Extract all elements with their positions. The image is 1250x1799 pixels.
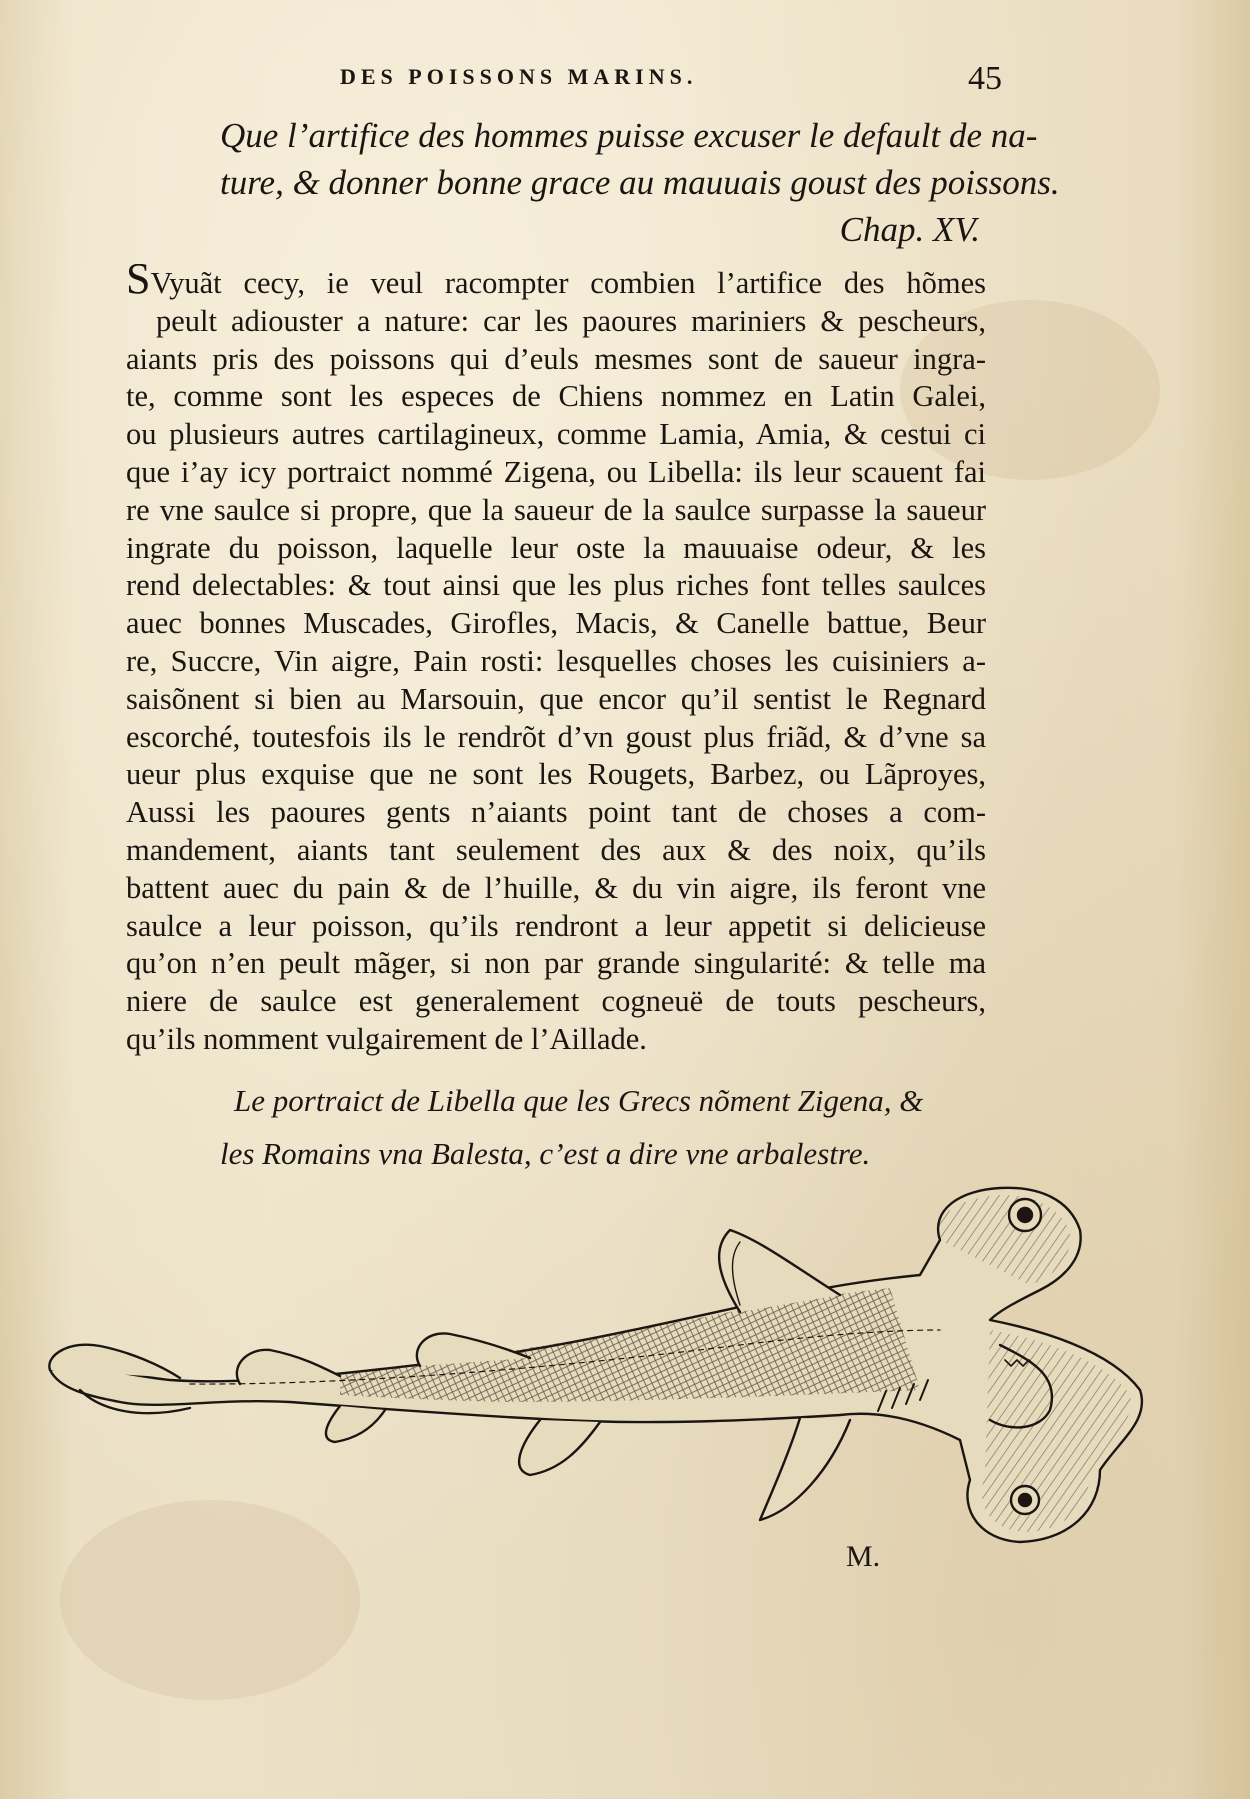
text-line: niere de saulce est generalement cogneuë de touts pescheurs, [126,984,986,1019]
hammerhead-shark-woodcut-icon [40,1170,1150,1550]
caption-line: les Romains vna Balesta, c’est a dire vne arbalestre. [220,1136,871,1171]
text-line: ou plusieurs autres cartilagineux, comme Lamia, Amia, & cestui ci [126,417,986,452]
text-line: mandement, aiants tant seulement des aux & des noix, qu’ils [126,832,986,867]
text-line: Aussi les paoures gents n’aiants point tant de choses a com- [126,795,986,830]
text-line: qu’on n’en peult mãger, si non par grande singularité: & telle ma [126,946,986,981]
chapter-title-line: Que l’artifice des hommes puisse excuser le default de na- [220,116,1038,155]
text-line: auec bonnes Muscades, Girofles, Macis, & Canelle battue, Beur [126,606,986,641]
drop-cap: S [126,264,151,303]
text-line: peult adiouster a nature: car les paoures mariniers & pescheurs, [156,303,986,338]
text-line: saulce a leur poisson, qu’ils rendront a leur appetit si delicieuse [126,908,986,943]
plate-letter: M. [846,1540,881,1573]
text-line: que i’ay icy portraict nommé Zigena, ou Libella: ils leur scauent fai [126,454,986,489]
running-head: DES POISSONS MARINS. [340,64,698,89]
text-line: escorché, toutesfois ils le rendrõt d’vn goust plus friãd, & d’vne sa [126,719,986,754]
page-number: 45 [968,60,1002,97]
text-line: battent auec du pain & de l’huille, & du vin aigre, ils feront vne [126,870,986,905]
chapter-title [220,112,1060,206]
body-text [126,264,986,1059]
text-line-content: Vyuãt cecy, ie veul racompter combien l’artifice des hõmes [150,266,986,300]
text-line: saisõnent si bien au Marsouin, que encor qu’il sentist le Regnard [126,681,986,716]
text-line: re vne saulce si propre, que la saueur de la saulce surpasse la saueur [126,492,986,527]
text-line: aiants pris des poissons qui d’euls mesmes sont de saueur ingra- [126,341,986,376]
text-line: ingrate du poisson, laquelle leur oste la mauuaise odeur, & les [126,530,986,565]
figure-caption [220,1074,980,1180]
text-line: rend delectables: & tout ainsi que les plus riches font telles saulces [126,568,986,603]
text-line: ueur plus exquise que ne sont les Rougets, Barbez, ou Lãproyes, [126,757,986,792]
text-line [126,264,986,303]
chapter-number: Chap. XV. [839,210,980,249]
text-line: te, comme sont les especes de Chiens nommez en Latin Galei, [126,379,986,414]
text-line: qu’ils nomment vulgairement de l’Aillade. [126,1021,647,1056]
caption-line: Le portraict de Libella que les Grecs nõment Zigena, & [234,1083,924,1118]
text-line: re, Succre, Vin aigre, Pain rosti: lesquelles choses les cuisiniers a- [126,643,986,678]
chapter-title-line: ture, & donner bonne grace au mauuais goust des poissons. [220,163,1060,202]
